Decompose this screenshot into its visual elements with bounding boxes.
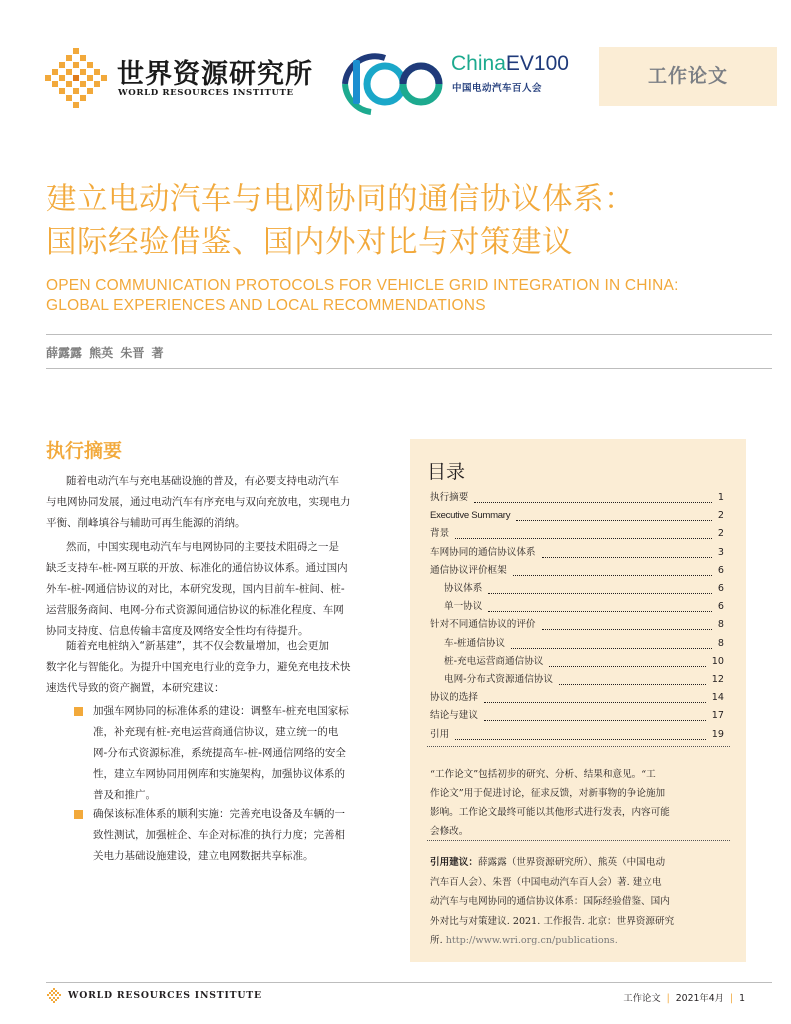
toc-item-label: 针对不同通信协议的评价 xyxy=(430,619,536,631)
toc-item-label: 单一协议 xyxy=(444,601,483,613)
working-paper-note: “工作论文”包括初步的研究、分析、结果和意见。“工 作论文”用于促进讨论，征求反馈，对新事物的争论施加 影响。工作论文最终可能以其他形式进行发表，内容可能 会修改。 xyxy=(430,769,670,837)
divider xyxy=(46,334,772,335)
divider xyxy=(427,746,730,747)
toc-leader xyxy=(488,592,712,612)
authors: 薛露露 熊英 朱晋 著 xyxy=(46,346,164,360)
toc-leader xyxy=(542,538,712,558)
toc-heading: 目录 xyxy=(427,461,466,483)
toc-item-page: 2 xyxy=(717,528,724,540)
org-name-cn: 世界资源研究所 xyxy=(117,59,313,90)
toc-leader xyxy=(559,665,706,685)
toc-leader xyxy=(516,501,712,521)
toc-item-page: 1 xyxy=(717,492,724,503)
bullet-square-icon xyxy=(74,707,83,716)
toc-leader xyxy=(484,701,706,721)
toc-item-page: 10 xyxy=(711,655,724,667)
toc-leader xyxy=(474,483,712,503)
toc-leader xyxy=(455,519,712,539)
toc-item-page: 17 xyxy=(711,710,724,722)
footer-doc-type: 工作论文 xyxy=(623,993,661,1004)
toc-item-page: 6 xyxy=(717,601,724,613)
toc-item-page: 12 xyxy=(711,674,724,685)
doc-type-label: 工作论文 xyxy=(647,65,728,87)
toc-item-page: 19 xyxy=(711,728,724,740)
toc-item-label: 车-桩通信协议 xyxy=(444,637,506,649)
citation-label: 引用建议： xyxy=(430,857,478,868)
wri-logo-icon xyxy=(44,46,108,110)
toc-item-label: 协议的选择 xyxy=(430,692,478,704)
toc-item-label: 桩-充电运营商通信协议 xyxy=(444,655,544,667)
title-cn-line: 建立电动汽车与电网协同的通信协议体系： xyxy=(46,182,635,217)
toc-leader xyxy=(488,574,712,594)
executive-summary-heading: 执行摘要 xyxy=(46,440,123,462)
toc-item-page: 6 xyxy=(717,583,724,594)
toc-item-page: 2 xyxy=(717,510,724,522)
divider xyxy=(427,840,730,841)
summary-paragraph: 然而，中国实现电动汽车与电网协同的主要技术阻碍之一是 缺乏支持车-桩-网互联的开放、标准化的通信协议体系。通过国内 外车-桩-网通信协议的对比，本研究发现，国内目前车-桩间、桩- 运营服务商间、电网-分布式资源间通信协议的标准化程度、车网 协同支持度、信息传输丰富度及网络安全性均有待提升。 xyxy=(46,541,348,637)
footer-date: 2021年4月 xyxy=(675,993,724,1004)
toc-item-page: 8 xyxy=(717,637,724,649)
divider xyxy=(46,982,772,983)
page-subtitle-en xyxy=(46,276,679,316)
toc-item-label: 电网-分布式资源通信协议 xyxy=(444,674,553,685)
toc-leader xyxy=(542,610,712,630)
toc-item-label: Executive Summary xyxy=(430,510,511,522)
org-name-en: WORLD RESOURCES INSTITUTE xyxy=(118,88,294,98)
citation: 引用建议：薛露露（世界资源研究所）、熊英（中国电动 汽车百人会）、朱晋（中国电动汽车百人会）著. 建立电 动汽车与电网协同的通信协议体系：国际经验借鉴、国内 外对比与对策建议. 2021. 工作报告. 北京：世界资源研究 所. http://www.wri.org.cn/publications. xyxy=(430,857,675,946)
toc-item[interactable] xyxy=(430,725,724,744)
toc-item-label: 协议体系 xyxy=(444,583,483,594)
doc-type-badge xyxy=(599,47,777,106)
toc-item-label: 引用 xyxy=(430,728,450,740)
bullet-square-icon xyxy=(74,810,83,819)
footer-org-name: WORLD RESOURCES INSTITUTE xyxy=(68,990,262,1001)
ev100-logo-icon xyxy=(341,46,445,116)
toc-item-page: 8 xyxy=(717,619,724,631)
footer-meta: 工作论文 | 2021年4月 | 1 xyxy=(623,993,745,1004)
toc-item-label: 执行摘要 xyxy=(430,492,469,503)
summary-paragraph: 随着电动汽车与充电基础设施的普及，有必要支持电动汽车 与电网协同发展，通过电动汽车有序充电与双向充放电，实现电力 平衡、削峰填谷与辅助可再生能源的消纳。 xyxy=(46,475,351,529)
toc-leader xyxy=(549,647,706,667)
ev100-name: ChinaEV100 xyxy=(451,52,569,75)
footer-page-number: 1 xyxy=(739,993,745,1004)
toc-item-page: 14 xyxy=(711,692,724,704)
toc-item-label: 通信协议评价框架 xyxy=(430,564,507,576)
toc-leader xyxy=(511,629,712,649)
title-en-line: OPEN COMMUNICATION PROTOCOLS FOR VEHICLE GRID INTEGRATION IN CHINA: xyxy=(46,277,679,294)
title-cn-line: 国际经验借鉴、国内外对比与对策建议 xyxy=(46,225,573,260)
title-en-line: GLOBAL EXPERIENCES AND LOCAL RECOMMENDATIONS xyxy=(46,297,486,314)
citation-url-link[interactable]: http://www.wri.org.cn/publications. xyxy=(445,935,618,946)
toc-item-page: 3 xyxy=(717,546,724,558)
toc-item-label: 背景 xyxy=(430,528,450,540)
divider xyxy=(46,368,772,369)
toc-leader xyxy=(455,720,706,740)
wri-logo-icon xyxy=(46,988,62,1004)
summary-paragraph: 随着充电桩纳入“新基建”，其不仅会数量增加，也会更加 数字化与智能化。为提升中国充电行业的竞争力，避免充电技术快 速迭代导致的资产搁置，本研究建议： xyxy=(46,640,351,694)
page-title xyxy=(46,178,766,264)
toc-item-label: 车网协同的通信协议体系 xyxy=(430,546,536,558)
toc-leader xyxy=(484,683,706,703)
toc-item-page: 6 xyxy=(717,564,724,576)
toc-leader xyxy=(513,556,712,576)
toc-item-label: 结论与建议 xyxy=(430,710,478,722)
recommendation-bullet: 加强车网协同的标准体系的建设：调整车-桩充电国家标 准，补充现有桩-充电运营商通信协议，建立统一的电 网-分布式资源标准，系统提高车-桩-网通信网络的安全 性，建立车网协同用例库和实施架构，加强协议体系的 普及和推广。 xyxy=(93,705,349,801)
recommendation-bullet: 确保该标准体系的顺利实施：完善充电设备及车辆的一 致性测试，加强桩企、车企对标准的执行力度；完善相 关电力基础设施建设，建立电网数据共享标准。 xyxy=(93,808,345,862)
toc-list xyxy=(430,488,724,740)
ev100-name-cn: 中国电动汽车百人会 xyxy=(452,83,543,94)
